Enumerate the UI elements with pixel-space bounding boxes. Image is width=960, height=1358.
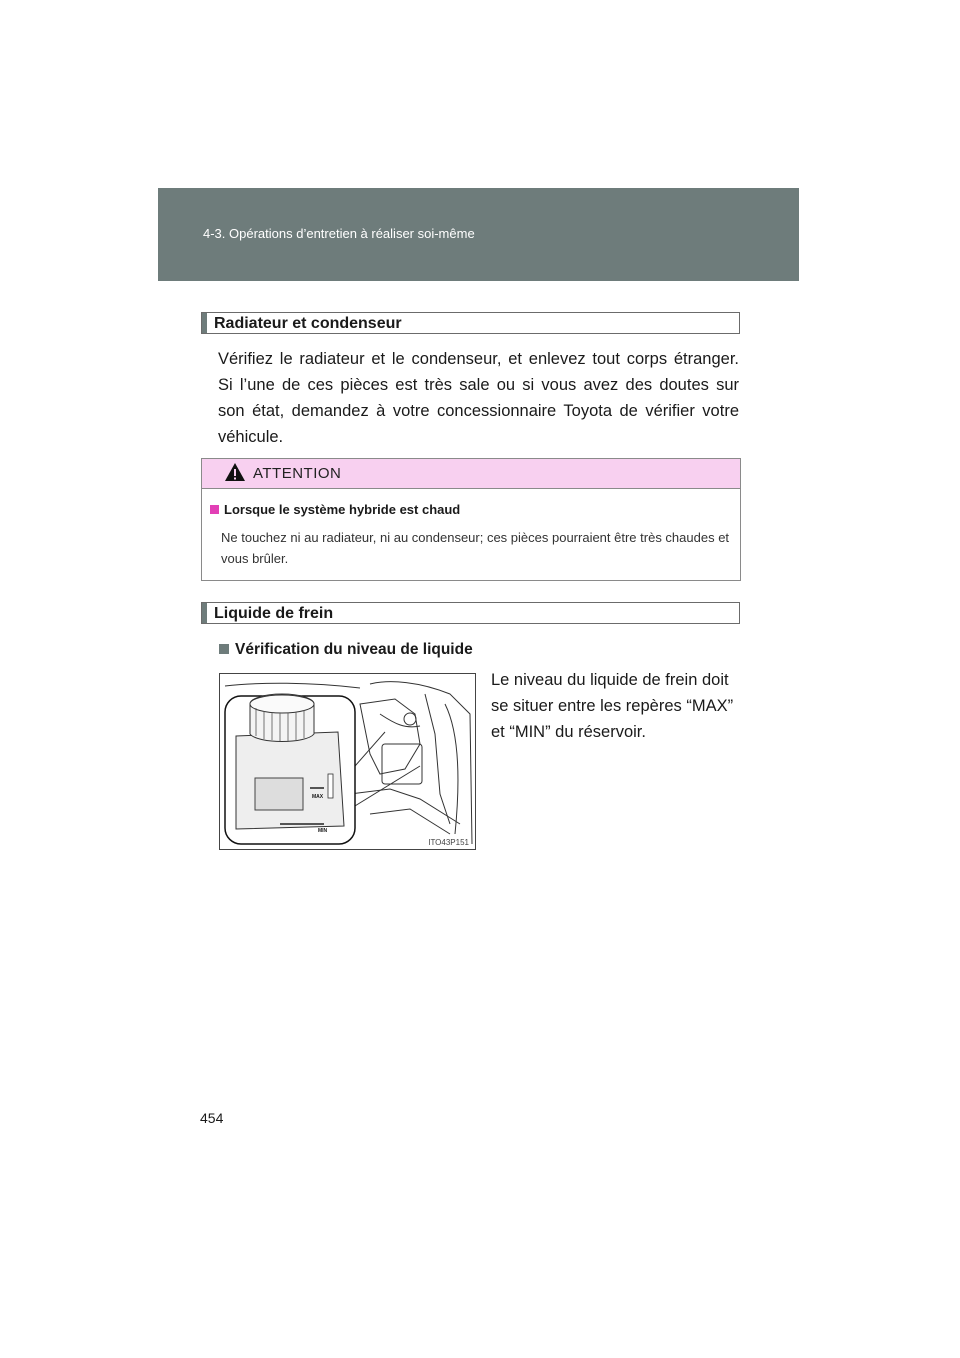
attention-box — [201, 458, 741, 581]
warning-icon — [224, 462, 246, 482]
section-heading-radiator — [201, 312, 740, 334]
paragraph-line: Si l’une de ces pièces est très sale ou si vous avez des doutes sur — [218, 376, 739, 394]
paragraph-line: son état, demandez à votre concessionnaire Toyota de vérifier votre — [218, 402, 739, 420]
attention-title: ATTENTION — [253, 465, 342, 482]
radiator-paragraph — [218, 346, 739, 450]
chapter-header-band — [158, 188, 799, 281]
attention-subheading-text: Lorsque le système hybride est chaud — [224, 502, 461, 517]
paragraph-line: véhicule. — [218, 428, 284, 446]
heading-accent-bar — [202, 603, 207, 623]
brake-reservoir-illustration — [219, 673, 476, 850]
brake-subheading — [219, 641, 473, 659]
page-number: 454 — [200, 1110, 224, 1126]
square-bullet-icon — [210, 505, 219, 514]
max-mark-label: MAX — [312, 794, 324, 800]
brake-level-text: Le niveau du liquide de frein doit se situer entre les repères “MAX” et “MIN” du réservoir. — [491, 671, 734, 741]
engine-bay-drawing — [220, 674, 475, 849]
chapter-section-title: 4-3. Opérations d’entretien à réaliser soi-même — [203, 226, 475, 241]
heading-accent-bar — [202, 313, 207, 333]
attention-body: Ne touchez ni au radiateur, ni au condenseur; ces pièces pourraient être très chaudes et vous brûler. — [221, 530, 730, 566]
attention-subheading — [210, 502, 460, 517]
section-heading-label: Liquide de frein — [214, 605, 334, 622]
illustration-code: ITO43P151 — [428, 838, 469, 847]
attention-header — [202, 459, 740, 489]
section-heading-label: Radiateur et condenseur — [214, 315, 402, 332]
paragraph-line: Vérifiez le radiateur et le condenseur, et enlevez tout corps étranger. — [218, 350, 739, 368]
brake-subheading-text: Vérification du niveau de liquide — [235, 641, 473, 658]
square-bullet-icon — [219, 644, 229, 654]
min-mark-label: MIN — [318, 828, 328, 834]
section-heading-brake — [201, 602, 740, 624]
